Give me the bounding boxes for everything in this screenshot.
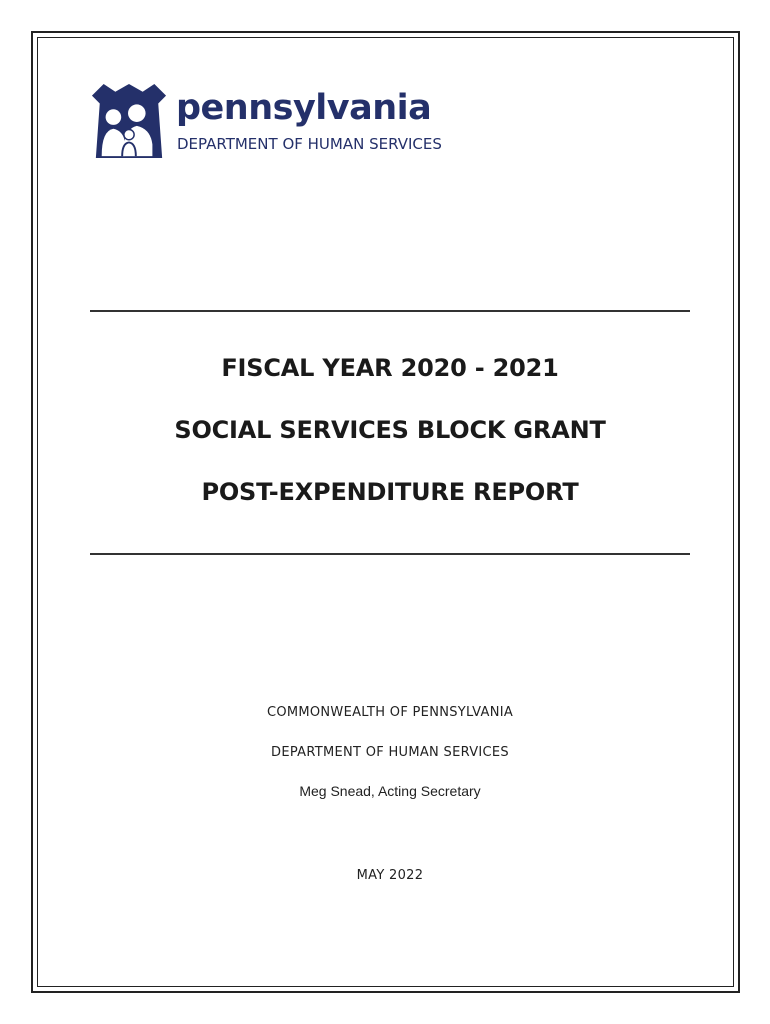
dhs-logo [90, 82, 470, 162]
department-name: DEPARTMENT OF HUMAN SERVICES [271, 745, 509, 760]
logo-subtitle: DEPARTMENT OF HUMAN SERVICES [177, 135, 442, 153]
secretary-name: Meg Snead, Acting Secretary [299, 783, 481, 799]
title-rule-bottom [90, 553, 690, 555]
report-title-program: SOCIAL SERVICES BLOCK GRANT [174, 416, 606, 444]
report-title-report-type: POST-EXPENDITURE REPORT [201, 478, 579, 506]
title-rule-top [90, 310, 690, 312]
keystone-family-icon [90, 82, 168, 160]
logo-wordmark: pennsylvania [176, 88, 432, 128]
publication-date: MAY 2022 [356, 868, 424, 883]
report-title-fiscal-year: FISCAL YEAR 2020 - 2021 [221, 354, 559, 382]
commonwealth-name: COMMONWEALTH OF PENNSYLVANIA [266, 705, 514, 720]
page-border-inner [37, 37, 734, 987]
